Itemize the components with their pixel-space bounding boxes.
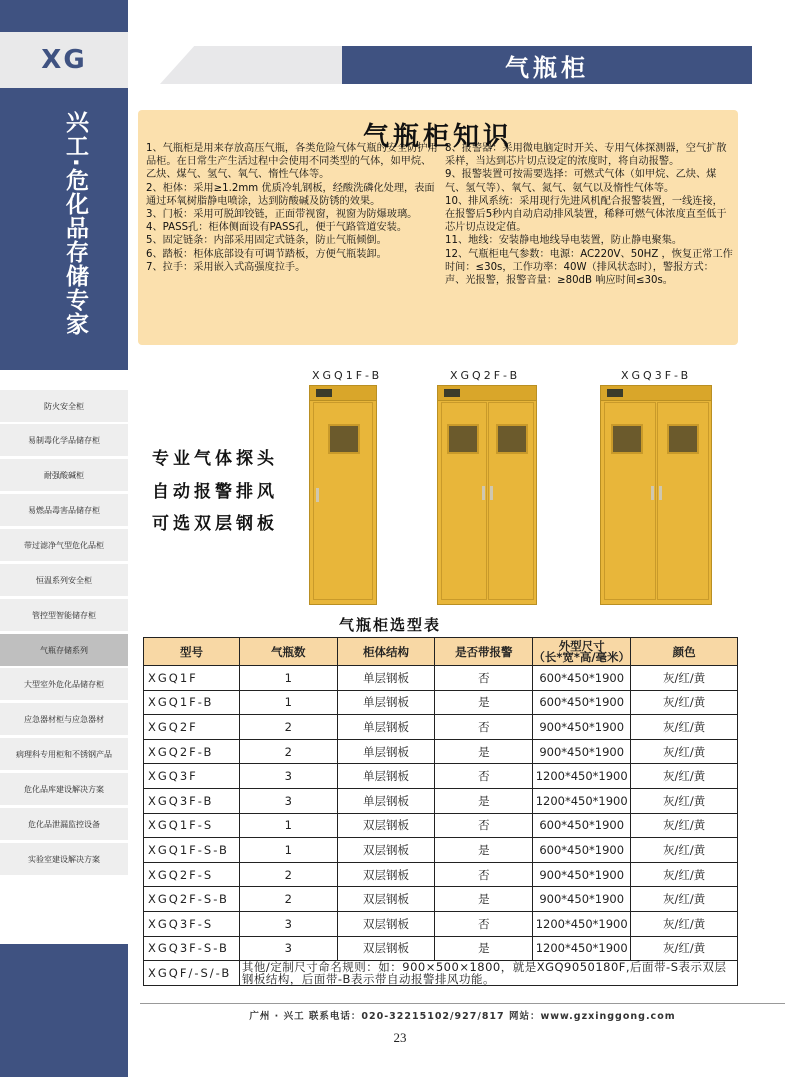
cabinet-image-xgq3f-b bbox=[600, 385, 712, 605]
knowledge-point: 7、拉手：采用嵌入式高强度拉手。 bbox=[146, 261, 306, 273]
cell-model: XGQ3F-B bbox=[144, 788, 240, 813]
cell-color: 灰/红/黄 bbox=[631, 690, 738, 715]
table-body bbox=[144, 666, 738, 986]
cell-structure: 单层钢板 bbox=[337, 666, 435, 691]
sidebar bbox=[0, 0, 128, 1077]
warning-label-icon bbox=[444, 389, 460, 397]
cell-color: 灰/红/黄 bbox=[631, 838, 738, 863]
cell-size: 900*450*1900 bbox=[533, 887, 631, 912]
knowledge-point: 2、柜体：采用≥1.2mm 优质冷轧钢板，经酸洗磷化处理，表面通过环氧树脂静电喷涂，达到防酸碱及防锈的效果。 bbox=[146, 182, 435, 207]
cabinet-window bbox=[447, 424, 479, 454]
knowledge-point: 3、门板：采用可脱卸铰链，正面带视窗，视窗为防爆玻璃。 bbox=[146, 209, 418, 221]
cell-cylinders: 2 bbox=[239, 862, 337, 887]
sidebar-item-flammable-toxic-cabinet[interactable]: 易燃品毒害品储存柜 bbox=[0, 494, 128, 526]
cell-structure: 单层钢板 bbox=[337, 715, 435, 740]
knowledge-point: 1、气瓶柜是用来存放高压气瓶，各类危险气体气瓶的安全防护用品柜。在日常生产生活过程中会使用不同类型的气体，如甲烷、乙炔、煤气、氢气、氧气、惰性气体等。 bbox=[146, 143, 438, 181]
cell-color: 灰/红/黄 bbox=[631, 911, 738, 936]
sidebar-item-gas-cylinder[interactable]: 气瓶存储系列 bbox=[0, 634, 128, 666]
cell-structure: 单层钢板 bbox=[337, 764, 435, 789]
footer-divider bbox=[140, 1003, 785, 1004]
table-row bbox=[144, 887, 738, 912]
page-number: 23 bbox=[393, 1030, 407, 1045]
table-row bbox=[144, 690, 738, 715]
feature-auto-alarm: 自动报警排风 bbox=[152, 482, 278, 502]
cell-structure: 单层钢板 bbox=[337, 690, 435, 715]
naming-rule-note: 其他/定制尺寸命名规则：如：900×500×1800，就是XGQ9050180F,后面带-S表示双层钢板结构，后面带-B表示带自动报警排风功能。 bbox=[239, 961, 737, 986]
cell-alarm: 是 bbox=[435, 887, 533, 912]
cell-alarm: 是 bbox=[435, 838, 533, 863]
selection-table bbox=[143, 637, 738, 986]
sidebar-item-precursor-chemical-cabinet[interactable]: 易制毒化学品储存柜 bbox=[0, 424, 128, 456]
header-alarm: 是否带报警 bbox=[435, 638, 533, 666]
cell-alarm: 否 bbox=[435, 666, 533, 691]
header-size-line2: （长*宽*高/毫米） bbox=[533, 649, 631, 664]
sidebar-top-band bbox=[0, 0, 128, 32]
cell-alarm: 否 bbox=[435, 764, 533, 789]
table-row bbox=[144, 911, 738, 936]
table-header-row bbox=[144, 638, 738, 666]
cell-cylinders: 1 bbox=[239, 813, 337, 838]
cell-color: 灰/红/黄 bbox=[631, 887, 738, 912]
knowledge-point: 8、报警器：采用微电脑定时开关、专用气体探测器，空气扩散采样，当达到芯片切点设定的浓度时，将自动报警。 bbox=[445, 143, 727, 168]
knowledge-point: 5、固定链条：内部采用固定式链条，防止气瓶倾倒。 bbox=[146, 235, 387, 247]
cabinet-handle bbox=[316, 488, 319, 502]
cell-alarm: 否 bbox=[435, 862, 533, 887]
sidebar-item-pathology-cabinet[interactable]: 病理科专用柜和不锈钢产品 bbox=[0, 738, 128, 770]
page-title: 气瓶柜 bbox=[342, 46, 752, 84]
cell-size: 600*450*1900 bbox=[533, 666, 631, 691]
cell-structure: 双层钢板 bbox=[337, 936, 435, 961]
table-row bbox=[144, 788, 738, 813]
feature-gas-probe: 专业气体探头 bbox=[152, 449, 278, 469]
cell-color: 灰/红/黄 bbox=[631, 788, 738, 813]
cell-structure: 单层钢板 bbox=[337, 788, 435, 813]
table-row bbox=[144, 936, 738, 961]
knowledge-panel bbox=[138, 110, 738, 345]
header-size-line1: 外型尺寸 bbox=[558, 638, 605, 653]
knowledge-point: 10、排风系统：采用现行先进风机配合报警装置，一线连接，在报警后5秒内自动启动排风装置，稀释可燃气体浓度直至低于芯片切点设定值。 bbox=[445, 195, 727, 234]
cell-cylinders: 2 bbox=[239, 715, 337, 740]
cell-alarm: 是 bbox=[435, 690, 533, 715]
cell-structure: 单层钢板 bbox=[337, 739, 435, 764]
table-row bbox=[144, 739, 738, 764]
alarm-panel bbox=[601, 386, 711, 401]
cell-model: XGQ2F bbox=[144, 715, 240, 740]
table-row bbox=[144, 666, 738, 691]
cell-size: 1200*450*1900 bbox=[533, 788, 631, 813]
alarm-panel bbox=[310, 386, 376, 401]
footer-contact: 广州 · 兴工 联系电话：020-32215102/927/817 网站：www.gzxinggong.com bbox=[249, 1011, 676, 1022]
cell-model: XGQ2F-S-B bbox=[144, 887, 240, 912]
cell-structure: 双层钢板 bbox=[337, 862, 435, 887]
table-row bbox=[144, 862, 738, 887]
cabinet-handle bbox=[490, 486, 493, 500]
cell-alarm: 否 bbox=[435, 715, 533, 740]
cell-size: 600*450*1900 bbox=[533, 690, 631, 715]
cabinet-window bbox=[667, 424, 699, 454]
cell-model: XGQ1F-S-B bbox=[144, 838, 240, 863]
sidebar-item-acid-alkali-cabinet[interactable]: 耐强酸碱柜 bbox=[0, 459, 128, 491]
cell-model: XGQ2F-S bbox=[144, 862, 240, 887]
sidebar-item-outdoor-storage[interactable]: 大型室外危化品储存柜 bbox=[0, 668, 128, 700]
knowledge-point: 4、PASS孔：柜体侧面设有PASS孔，便于气路管道安装。 bbox=[146, 222, 408, 234]
cell-cylinders: 1 bbox=[239, 690, 337, 715]
sidebar-item-warehouse-solution[interactable]: 危化品库建设解决方案 bbox=[0, 773, 128, 805]
table-row bbox=[144, 838, 738, 863]
cabinet-image-xgq2f-b bbox=[437, 385, 537, 605]
sidebar-item-filter-cabinet[interactable]: 带过滤净气型危化品柜 bbox=[0, 529, 128, 561]
cabinet-window bbox=[496, 424, 528, 454]
cabinet-handle bbox=[651, 486, 654, 500]
cell-size: 1200*450*1900 bbox=[533, 764, 631, 789]
table-row bbox=[144, 764, 738, 789]
cell-model: XGQF/-S/-B bbox=[144, 961, 240, 986]
sidebar-item-leak-monitoring[interactable]: 危化品泄漏监控设备 bbox=[0, 808, 128, 840]
product-label-xgq1f-b: XGQ1F-B bbox=[312, 369, 383, 382]
cabinet-window bbox=[611, 424, 643, 454]
cell-alarm: 是 bbox=[435, 739, 533, 764]
cell-size: 1200*450*1900 bbox=[533, 911, 631, 936]
cell-model: XGQ1F-S bbox=[144, 813, 240, 838]
knowledge-point: 11、地线：安装静电地线导电装置，防止静电聚集。 bbox=[445, 235, 683, 247]
sidebar-item-lab-solution[interactable]: 实验室建设解决方案 bbox=[0, 843, 128, 875]
cell-structure: 双层钢板 bbox=[337, 887, 435, 912]
cell-color: 灰/红/黄 bbox=[631, 715, 738, 740]
cell-model: XGQ3F bbox=[144, 764, 240, 789]
cabinet-handle bbox=[659, 486, 662, 500]
cell-color: 灰/红/黄 bbox=[631, 764, 738, 789]
cell-size: 900*450*1900 bbox=[533, 739, 631, 764]
cell-structure: 双层钢板 bbox=[337, 911, 435, 936]
cell-cylinders: 2 bbox=[239, 739, 337, 764]
cell-size: 900*450*1900 bbox=[533, 715, 631, 740]
sidebar-item-fire-safety-cabinet[interactable]: 防火安全柜 bbox=[0, 390, 128, 422]
cell-model: XGQ3F-S-B bbox=[144, 936, 240, 961]
cell-alarm: 否 bbox=[435, 911, 533, 936]
cabinet-window bbox=[328, 424, 360, 454]
knowledge-right-column bbox=[445, 142, 733, 287]
product-label-xgq3f-b: XGQ3F-B bbox=[621, 369, 692, 382]
cell-cylinders: 3 bbox=[239, 788, 337, 813]
cabinet-image-xgq1f-b bbox=[309, 385, 377, 605]
cell-cylinders: 2 bbox=[239, 887, 337, 912]
header-cylinder-count: 气瓶数 bbox=[239, 638, 337, 666]
brand-slogan: 兴工·危化品存储专家 bbox=[62, 110, 88, 336]
cell-color: 灰/红/黄 bbox=[631, 936, 738, 961]
sidebar-bottom-band bbox=[0, 944, 128, 1077]
knowledge-point: 6、踏板：柜体底部设有可调节踏板，方便气瓶装卸。 bbox=[146, 248, 387, 260]
cell-alarm: 是 bbox=[435, 936, 533, 961]
cell-model: XGQ3F-S bbox=[144, 911, 240, 936]
cell-model: XGQ1F-B bbox=[144, 690, 240, 715]
cabinet-handle bbox=[482, 486, 485, 500]
sidebar-item-thermostatic-cabinet[interactable]: 恒温系列安全柜 bbox=[0, 564, 128, 596]
knowledge-point: 12、气瓶柜电气参数：电源：AC220V、50HZ ，恢复正常工作时间：≤30s，工作功率：40W（排风状态时），警报方式：声、光报警，报警音量：≥80dB 响应时间≤30s。 bbox=[445, 248, 733, 287]
sidebar-item-smart-cabinet[interactable]: 管控型智能储存柜 bbox=[0, 599, 128, 631]
cell-cylinders: 1 bbox=[239, 666, 337, 691]
cell-structure: 双层钢板 bbox=[337, 838, 435, 863]
cell-size: 600*450*1900 bbox=[533, 838, 631, 863]
cell-model: XGQ1F bbox=[144, 666, 240, 691]
cell-model: XGQ2F-B bbox=[144, 739, 240, 764]
cell-size: 1200*450*1900 bbox=[533, 936, 631, 961]
table-row bbox=[144, 715, 738, 740]
cell-size: 900*450*1900 bbox=[533, 862, 631, 887]
cell-cylinders: 3 bbox=[239, 764, 337, 789]
knowledge-left-column bbox=[146, 142, 438, 274]
header-color: 颜色 bbox=[631, 638, 738, 666]
cell-size: 600*450*1900 bbox=[533, 813, 631, 838]
sidebar-item-emergency-equipment[interactable]: 应急器材柜与应急器材 bbox=[0, 703, 128, 735]
feature-double-steel: 可选双层钢板 bbox=[152, 514, 278, 534]
table-note-row bbox=[144, 961, 738, 986]
cell-color: 灰/红/黄 bbox=[631, 862, 738, 887]
header-accent bbox=[160, 46, 350, 84]
header-structure: 柜体结构 bbox=[337, 638, 435, 666]
alarm-panel bbox=[438, 386, 536, 401]
cell-alarm: 否 bbox=[435, 813, 533, 838]
cell-cylinders: 3 bbox=[239, 911, 337, 936]
knowledge-point: 9、报警装置可按需要选择：可燃式气体（如甲烷、乙炔、煤气、氢气等）、氧气、氮气、氨气以及惰性气体等。 bbox=[445, 169, 717, 194]
header-size bbox=[533, 638, 631, 666]
warning-label-icon bbox=[607, 389, 623, 397]
table-row bbox=[144, 813, 738, 838]
logo[interactable]: XG bbox=[0, 32, 128, 88]
cell-color: 灰/红/黄 bbox=[631, 813, 738, 838]
cell-cylinders: 3 bbox=[239, 936, 337, 961]
table-title: 气瓶柜选型表 bbox=[338, 616, 441, 634]
header-model: 型号 bbox=[144, 638, 240, 666]
knowledge-title: 气瓶柜知识 bbox=[362, 122, 513, 152]
cell-structure: 双层钢板 bbox=[337, 813, 435, 838]
cell-color: 灰/红/黄 bbox=[631, 739, 738, 764]
cell-color: 灰/红/黄 bbox=[631, 666, 738, 691]
warning-label-icon bbox=[316, 389, 332, 397]
cell-cylinders: 1 bbox=[239, 838, 337, 863]
cell-alarm: 是 bbox=[435, 788, 533, 813]
product-label-xgq2f-b: XGQ2F-B bbox=[450, 369, 521, 382]
